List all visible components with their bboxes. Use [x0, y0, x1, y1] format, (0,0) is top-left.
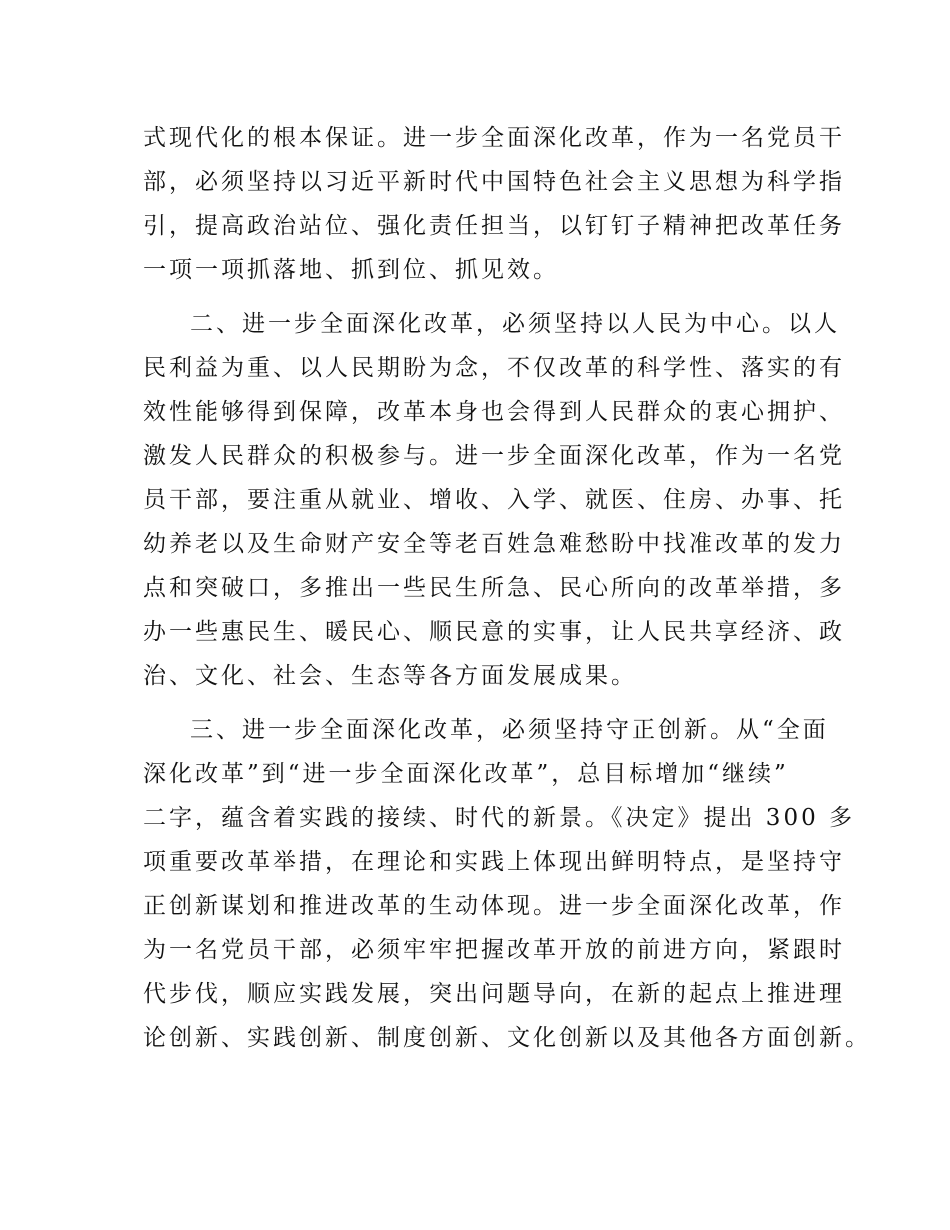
paragraph-1-line-2: 部，必须坚持以习近平新时代中国特色社会主义思想为科学指: [143, 169, 845, 195]
paragraph-2-line-4: 激发人民群众的积极参与。进一步全面深化改革，作为一名党: [143, 443, 845, 469]
paragraph-3-line-3: 二字，蕴含着实践的接续、时代的新景。《决定》提出 300 多: [143, 805, 856, 831]
paragraph-3-line-8: 论创新、实践创新、制度创新、文化创新以及其他各方面创新。: [143, 1025, 871, 1051]
paragraph-2-line-8: 办一些惠民生、暖民心、顺民意的实事，让人民共享经济、政: [143, 619, 845, 645]
paragraph-3-line-4: 项重要改革举措，在理论和实践上体现出鲜明特点，是坚持守: [143, 849, 845, 875]
paragraph-2-line-5: 员干部，要注重从就业、增收、入学、就医、住房、办事、托: [143, 487, 845, 513]
paragraph-1-line-3: 引，提高政治站位、强化责任担当，以钉钉子精神把改革任务: [143, 213, 845, 239]
paragraph-2-line-1: 二、进一步全面深化改革，必须坚持以人民为中心。以人: [190, 311, 840, 337]
paragraph-3-line-1: 三、进一步全面深化改革，必须坚持守正创新。从“全面: [190, 717, 829, 743]
paragraph-3-line-2: 深化改革”到“进一步全面深化改革”，总目标增加“继续”: [143, 761, 789, 787]
paragraph-1-line-4: 一项一项抓落地、抓到位、抓见效。: [143, 257, 559, 283]
paragraph-2-line-6: 幼养老以及生命财产安全等老百姓急难愁盼中找准改革的发力: [143, 531, 845, 557]
paragraph-2-line-2: 民利益为重、以人民期盼为念，不仅改革的科学性、落实的有: [143, 355, 845, 381]
paragraph-2-line-3: 效性能够得到保障，改革本身也会得到人民群众的衷心拥护、: [143, 399, 845, 425]
paragraph-3-line-7: 代步伐，顺应实践发展，突出问题导向，在新的起点上推进理: [143, 981, 845, 1007]
paragraph-2-line-7: 点和突破口，多推出一些民生所急、民心所向的改革举措，多: [143, 575, 845, 601]
paragraph-1-line-1: 式现代化的根本保证。进一步全面深化改革，作为一名党员干: [143, 125, 845, 151]
paragraph-2-line-9: 治、文化、社会、生态等各方面发展成果。: [143, 663, 637, 689]
paragraph-3-line-6: 为一名党员干部，必须牢牢把握改革开放的前进方向，紧跟时: [143, 937, 845, 963]
paragraph-3-line-5: 正创新谋划和推进改革的生动体现。进一步全面深化改革，作: [143, 893, 845, 919]
